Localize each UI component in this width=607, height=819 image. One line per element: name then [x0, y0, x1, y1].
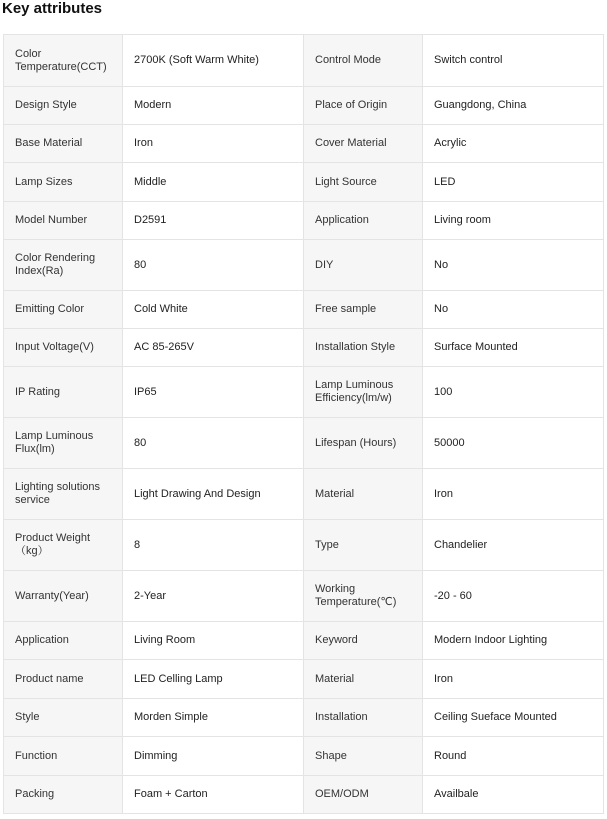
attribute-label: Base Material	[4, 125, 123, 163]
attribute-value: D2591	[123, 202, 304, 240]
attribute-row	[4, 163, 604, 202]
attribute-value: 100	[423, 367, 604, 418]
attribute-label: Lighting solutions service	[4, 469, 123, 520]
attribute-label: DIY	[304, 240, 423, 291]
attribute-label: Installation Style	[304, 329, 423, 367]
attribute-label: Lamp Sizes	[4, 163, 123, 202]
attribute-row	[4, 418, 604, 469]
section-title: Key attributes	[2, 0, 103, 17]
attribute-value: 50000	[423, 418, 604, 469]
attribute-value: Living room	[423, 202, 604, 240]
attribute-value: 80	[123, 418, 304, 469]
attribute-label: Application	[4, 622, 123, 660]
attribute-row	[4, 202, 604, 240]
attribute-row	[4, 87, 604, 125]
attribute-label: Shape	[304, 737, 423, 776]
attribute-row	[4, 367, 604, 418]
attribute-value: 2-Year	[123, 571, 304, 622]
attribute-row	[4, 699, 604, 737]
attribute-row	[4, 622, 604, 660]
attribute-value: Iron	[423, 469, 604, 520]
attribute-label: Cover Material	[304, 125, 423, 163]
attribute-label: Product Weight（kg）	[4, 520, 123, 571]
attribute-label: Input Voltage(V)	[4, 329, 123, 367]
attribute-value: Guangdong, China	[423, 87, 604, 125]
attribute-value: Surface Mounted	[423, 329, 604, 367]
attribute-value: IP65	[123, 367, 304, 418]
attribute-value: Foam + Carton	[123, 776, 304, 814]
attribute-value: Dimming	[123, 737, 304, 776]
attribute-value: Availbale	[423, 776, 604, 814]
attribute-value: Modern Indoor Lighting	[423, 622, 604, 660]
attribute-value: Switch control	[423, 35, 604, 87]
attribute-row	[4, 125, 604, 163]
attribute-row	[4, 329, 604, 367]
attribute-label: Keyword	[304, 622, 423, 660]
attribute-label: OEM/ODM	[304, 776, 423, 814]
attribute-value: AC 85-265V	[123, 329, 304, 367]
attribute-value: Morden Simple	[123, 699, 304, 737]
attribute-label: Warranty(Year)	[4, 571, 123, 622]
attribute-label: Style	[4, 699, 123, 737]
attribute-label: Emitting Color	[4, 291, 123, 329]
attribute-label: Packing	[4, 776, 123, 814]
attribute-value: Chandelier	[423, 520, 604, 571]
attribute-label: Design Style	[4, 87, 123, 125]
attribute-value: LED Celling Lamp	[123, 660, 304, 699]
attribute-value: Living Room	[123, 622, 304, 660]
attribute-value: 2700K (Soft Warm White)	[123, 35, 304, 87]
attribute-label: Application	[304, 202, 423, 240]
attribute-value: Acrylic	[423, 125, 604, 163]
attribute-label: Type	[304, 520, 423, 571]
attribute-value: Cold White	[123, 291, 304, 329]
attribute-label: Material	[304, 660, 423, 699]
attribute-label: Control Mode	[304, 35, 423, 87]
attribute-label: Lamp Luminous Flux(lm)	[4, 418, 123, 469]
attribute-row	[4, 660, 604, 699]
attribute-value: -20 - 60	[423, 571, 604, 622]
attribute-value: Round	[423, 737, 604, 776]
attribute-value: Iron	[423, 660, 604, 699]
attribute-row	[4, 291, 604, 329]
attribute-label: Color Temperature(CCT)	[4, 35, 123, 87]
attribute-label: Product name	[4, 660, 123, 699]
attribute-label: Free sample	[304, 291, 423, 329]
attribute-row	[4, 776, 604, 814]
attribute-label: Lamp Luminous Efficiency(lm/w)	[304, 367, 423, 418]
attribute-value: No	[423, 291, 604, 329]
attribute-value: Middle	[123, 163, 304, 202]
attribute-value: 8	[123, 520, 304, 571]
attribute-value: LED	[423, 163, 604, 202]
attribute-value: Iron	[123, 125, 304, 163]
attribute-row	[4, 469, 604, 520]
attribute-label: Working Temperature(℃)	[304, 571, 423, 622]
attribute-value: Light Drawing And Design	[123, 469, 304, 520]
attribute-label: Light Source	[304, 163, 423, 202]
attribute-label: IP Rating	[4, 367, 123, 418]
attribute-value: No	[423, 240, 604, 291]
attribute-label: Place of Origin	[304, 87, 423, 125]
attribute-row	[4, 571, 604, 622]
attribute-row	[4, 520, 604, 571]
attribute-row	[4, 35, 604, 87]
attribute-value: 80	[123, 240, 304, 291]
attribute-value: Ceiling Sueface Mounted	[423, 699, 604, 737]
attribute-label: Installation	[304, 699, 423, 737]
attribute-label: Color Rendering Index(Ra)	[4, 240, 123, 291]
attribute-label: Model Number	[4, 202, 123, 240]
attribute-label: Material	[304, 469, 423, 520]
attribute-label: Lifespan (Hours)	[304, 418, 423, 469]
attributes-table	[3, 34, 604, 814]
attribute-label: Function	[4, 737, 123, 776]
attribute-value: Modern	[123, 87, 304, 125]
attribute-row	[4, 240, 604, 291]
attribute-row	[4, 737, 604, 776]
